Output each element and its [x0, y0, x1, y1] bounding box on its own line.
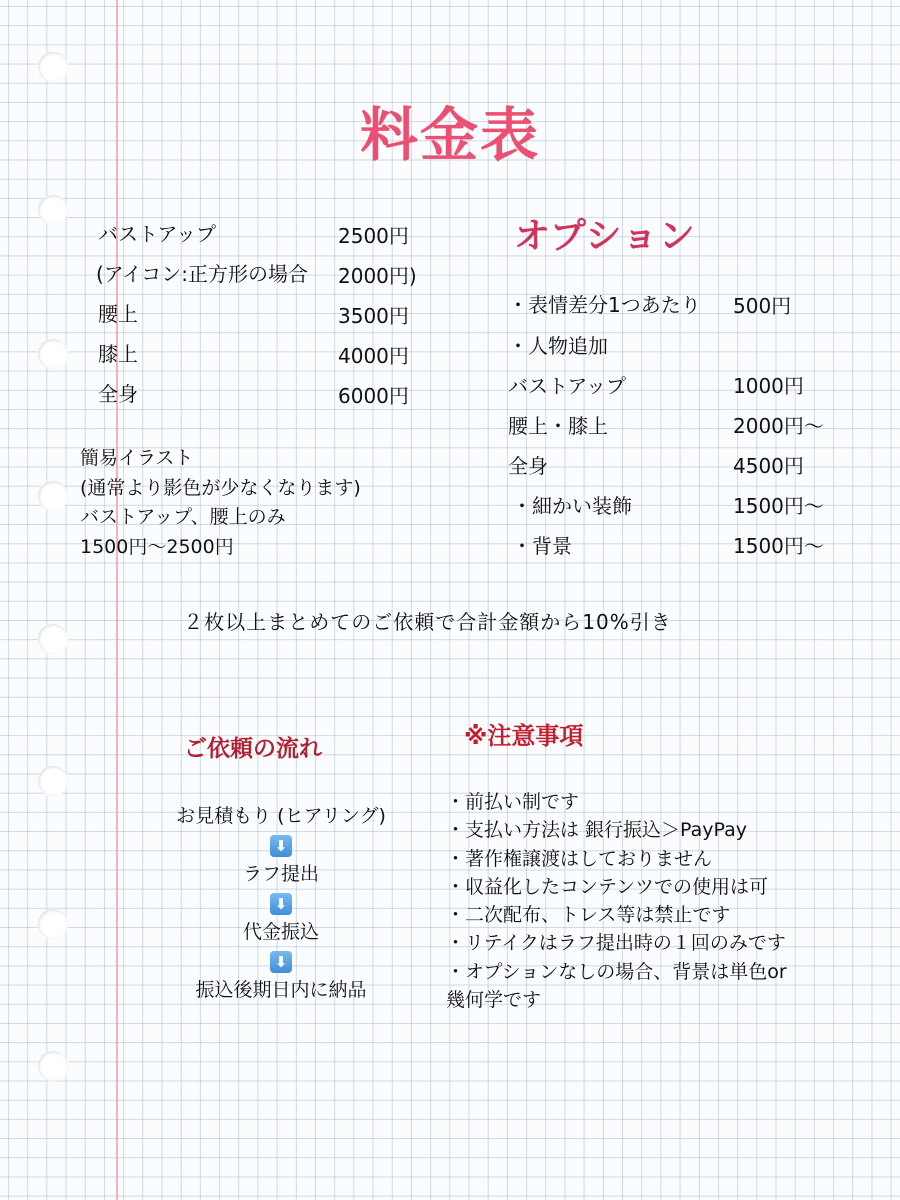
- option-label: ・細かい装飾: [512, 494, 632, 518]
- price-value: 4000円: [338, 344, 409, 368]
- options-title: オプション: [514, 216, 696, 257]
- binder-hole: [38, 195, 68, 225]
- option-label: ・表情差分1つあたり: [508, 293, 701, 317]
- binder-hole: [38, 1051, 68, 1081]
- flow-title: ご依頼の流れ: [184, 736, 322, 762]
- notes-title: ※注意事項: [464, 722, 584, 750]
- price-value: 2000円): [338, 264, 417, 288]
- price-value: 2500円: [338, 224, 409, 248]
- price-label: 全身: [98, 382, 138, 406]
- note-item: ・リテイクはラフ提出時の１回のみです: [446, 932, 786, 955]
- binder-hole: [38, 52, 68, 82]
- simple-line: 1500円〜2500円: [80, 535, 234, 558]
- option-label: ・人物追加: [508, 334, 608, 358]
- simple-line: 簡易イラスト: [80, 447, 194, 469]
- price-label: (アイコン:正方形の場合: [96, 262, 308, 286]
- simple-illustration: [80, 444, 361, 562]
- price-value: 6000円: [338, 384, 409, 408]
- arrow-down-icon: ⬇: [270, 835, 292, 857]
- option-value: 4500円: [733, 454, 804, 478]
- arrow-down-icon: ⬇: [270, 951, 292, 973]
- flow-step: 振込後期日内に納品: [195, 979, 367, 1001]
- note-item: ・オプションなしの場合、背景は単色or幾何学です: [446, 960, 787, 1012]
- note-item: ・二次配布、トレス等は禁止です: [446, 904, 731, 927]
- price-label: 膝上: [98, 342, 138, 366]
- binder-hole: [38, 909, 68, 939]
- option-label: ・背景: [512, 534, 572, 558]
- order-flow: [140, 802, 422, 1005]
- flow-step: ラフ提出: [242, 863, 319, 885]
- option-label: バストアップ: [508, 374, 626, 398]
- option-label: 腰上・膝上: [508, 414, 608, 438]
- arrow-down-icon: ⬇: [270, 893, 292, 915]
- note-item: ・著作権譲渡はしておりません: [446, 847, 713, 870]
- simple-line: (通常より影色が少なくなります): [80, 476, 361, 499]
- note-item: ・前払い制です: [446, 791, 580, 813]
- discount-note: ２枚以上まとめてのご依頼で合計金額から10%引き: [183, 610, 672, 634]
- price-label: 腰上: [98, 302, 138, 326]
- page-title: 料金表: [359, 101, 540, 169]
- option-value: 2000円〜: [733, 414, 824, 438]
- option-value: 1500円〜: [733, 494, 824, 518]
- margin-line: [116, 0, 118, 1200]
- notes-list: [446, 788, 791, 1014]
- simple-line: バストアップ、腰上のみ: [80, 506, 286, 528]
- note-item: ・収益化したコンテンツでの使用は可: [446, 875, 769, 898]
- binder-hole: [38, 481, 68, 511]
- note-item: ・支払い方法は 銀行振込＞PayPay: [446, 819, 748, 842]
- price-label: バストアップ: [98, 222, 216, 246]
- option-value: 1500円〜: [733, 534, 824, 558]
- binder-hole: [38, 766, 68, 796]
- option-label: 全身: [508, 454, 548, 478]
- option-value: 500円: [733, 294, 792, 318]
- flow-step: 代金振込: [242, 921, 319, 943]
- binder-hole: [38, 339, 68, 369]
- option-value: 1000円: [733, 374, 804, 398]
- flow-step: お見積もり (ヒアリング): [176, 805, 386, 827]
- price-value: 3500円: [338, 304, 409, 328]
